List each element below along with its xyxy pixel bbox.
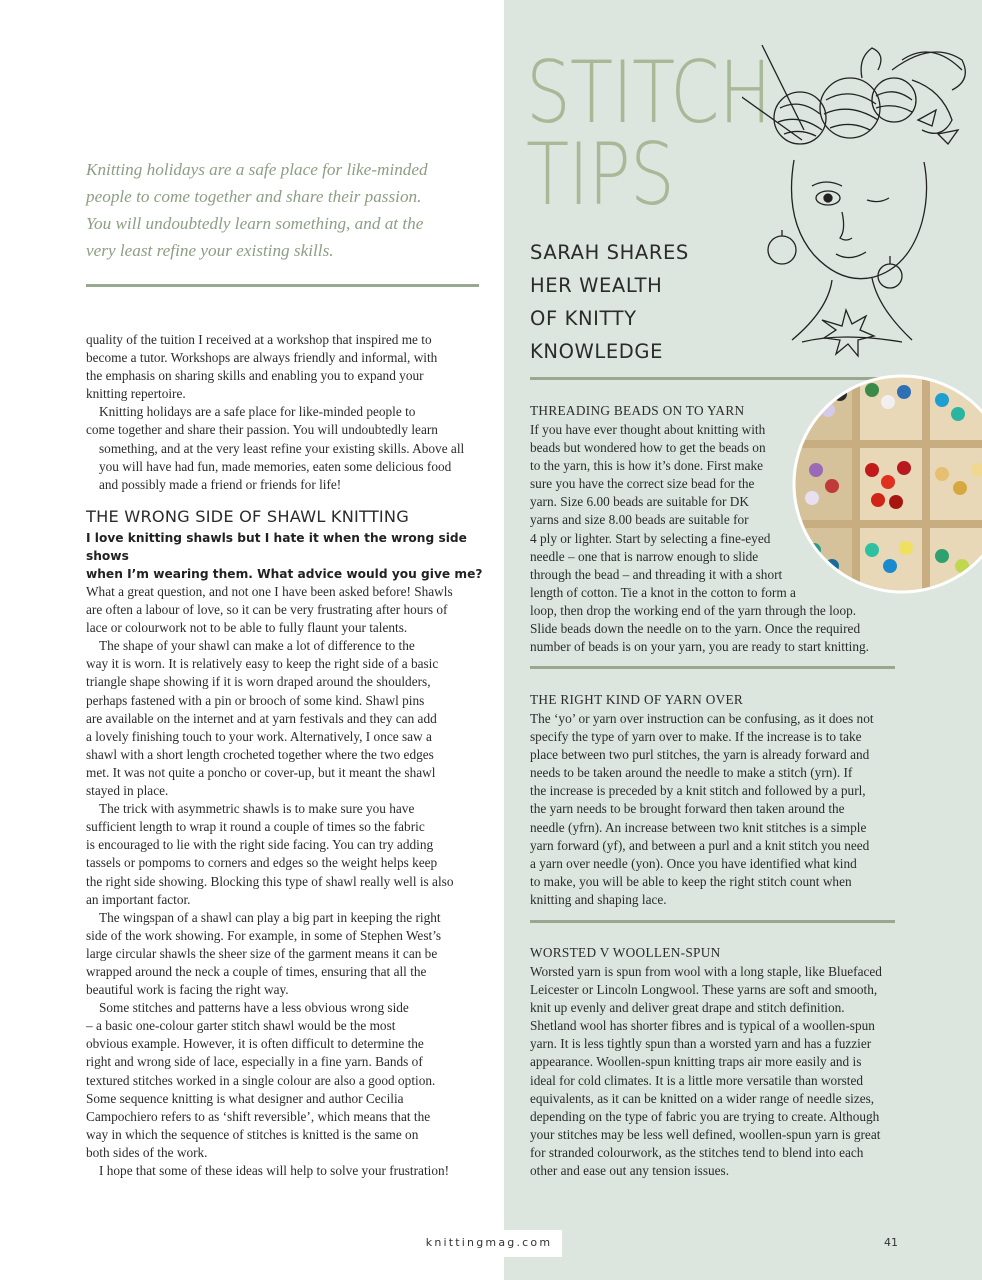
text-line: wrapped around the neck a couple of times, ensuring that all the [86, 963, 427, 979]
text-line: The ‘yo’ or yarn over instruction can be confusing, as it does not [530, 711, 874, 726]
text-line: is encouraged to lie with the right side facing. You can try adding [86, 837, 434, 853]
text-line: needle (yfrn). An increase between two knit stitches is a simple [530, 819, 867, 835]
text-line: yarn forward (yf), and between a purl and a knit stitch you need [530, 837, 870, 853]
text-line: If you have ever thought about knitting with [530, 422, 766, 437]
text-line: are often a labour of love, so it can be very frustrating after hours of [86, 602, 448, 618]
text-line: beads but wondered how to get the beads on [530, 440, 766, 456]
tip-body-beads [530, 421, 896, 656]
text-line: Worsted yarn is spun from wool with a long staple, like Bluefaced [530, 964, 882, 979]
text-line: 4 ply or lighter. Start by selecting a fine-eyed [530, 530, 771, 546]
section-divider [530, 666, 895, 669]
page-number: 41 [884, 1236, 898, 1249]
pull-quote [86, 156, 466, 264]
text-line: ideal for cold climates. It is a little more versatile than worsted [530, 1072, 864, 1088]
footer-url[interactable]: knittingmag.com [425, 1236, 553, 1249]
text-line: become a tutor. Workshops are always friendly and informal, with [86, 350, 438, 366]
text-line: yarns and size 8.00 beads are suitable for [530, 512, 749, 528]
paragraph [86, 909, 478, 999]
question-line: I love knitting shawls but I hate it when the wrong side shows [86, 531, 467, 563]
text-line: right and wrong side of lace, especially in a fine yarn. Bands of [86, 1054, 423, 1070]
text-line: way in which the sequence of stitches is knitted is the same on [86, 1126, 419, 1142]
paragraph [86, 1162, 478, 1180]
text-line: equivalents, as it can be knitted on a wider range of needle sizes, [530, 1090, 875, 1106]
text-line: a yarn over needle (yon). Once you have identified what kind [530, 855, 857, 871]
text-line: length of cotton. Tie a knot in the cotton to form a [530, 584, 796, 600]
text-line: appearance. Woollen-spun knitting traps air more easily and is [530, 1054, 862, 1070]
text-line: Slide beads down the needle on to the yarn. Once the required [530, 621, 861, 637]
text-line: – a basic one-colour garter stitch shawl would be the most [86, 1018, 396, 1034]
text-line: lace or colourwork not to be able to fully flaunt your talents. [86, 620, 408, 636]
text-line: come together and share their passion. You will undoubtedly learn [86, 422, 438, 438]
text-line: to the yarn, this is how it’s done. First make [530, 458, 764, 474]
intro-text [86, 331, 478, 494]
text-line: number of beads is on your yarn, you are ready to start knitting. [530, 639, 869, 655]
text-line: stayed in place. [86, 783, 169, 799]
text-line: your stitches may be less well defined, woollen-spun yarn is great [530, 1126, 881, 1142]
subtitle-line: KNOWLEDGE [530, 340, 664, 363]
text-line: the yarn needs to be brought forward then taken around the [530, 801, 845, 817]
tip-heading-yarn-over: THE RIGHT KIND OF YARN OVER [530, 692, 744, 707]
stitch-tips-subtitle [530, 236, 689, 368]
text-line: the emphasis on sharing skills and enabling you to expand your [86, 368, 424, 384]
section-title: THE WRONG SIDE OF SHAWL KNITTING [86, 507, 409, 526]
text-line: What a great question, and not one I have been asked before! Shawls [86, 584, 453, 599]
text-line: yarn. It is less tightly spun than a worsted yarn and has a fuzzier [530, 1036, 872, 1052]
question-line: when I’m wearing them. What advice would you give me? [86, 567, 483, 581]
text-line: Some sequence knitting is what designer and author Cecilia [86, 1090, 404, 1106]
stitch-tips-title [526, 43, 771, 225]
paragraph [86, 403, 478, 493]
text-line: Shetland wool has shorter fibres and is typical of a woollen-spun [530, 1018, 875, 1034]
text-line: beautiful work is facing the right way. [86, 982, 289, 998]
text-line: and possibly made a friend or friends for life! [99, 476, 342, 492]
text-line: you will have had fun, made memories, eaten some delicious food [99, 458, 452, 474]
text-line: Campochiero refers to as ‘shift reversible’, which means that the [86, 1108, 431, 1124]
subtitle-line: OF KNITTY [530, 307, 637, 330]
text-line: obvious example. However, it is often difficult to determine the [86, 1036, 424, 1052]
text-line: I hope that some of these ideas will help to solve your frustration! [99, 1163, 450, 1178]
text-line: the right side showing. Blocking this type of shawl really well is also [86, 873, 454, 889]
text-line: the increase is preceded by a knit stitch and followed by a purl, [530, 783, 866, 799]
text-line: perhaps fastened with a pin or brooch of some kind. Shawl pins [86, 692, 425, 708]
text-line: are available on the internet and at yarn festivals and they can add [86, 710, 437, 726]
text-line: an important factor. [86, 891, 191, 907]
pull-quote-line: You will undoubtedly learn something, and at the [86, 214, 424, 233]
text-line: Some stitches and patterns have a less obvious wrong side [99, 1000, 409, 1016]
tip-body-worsted [530, 963, 896, 1180]
knitter-woman-illustration [742, 30, 982, 390]
text-line: needle – one that is narrow enough to slide [530, 548, 759, 564]
text-line: sure you have the correct size bead for the [530, 476, 755, 492]
text-line: textured stitches worked in a single colour are also a good option. [86, 1072, 436, 1088]
text-line: Knitting holidays are a safe place for like-minded people to [99, 404, 416, 420]
paragraph [86, 999, 478, 1162]
text-line: both sides of the work. [86, 1144, 208, 1160]
text-line: something, and at the very least refine your existing skills. Above all [99, 440, 465, 456]
paragraph [86, 331, 478, 403]
text-line: met. It was not quite a poncho or cover-up, but it meant the shawl [86, 764, 436, 780]
tip-body-yarn-over [530, 710, 896, 909]
text-line: side of the work showing. For example, in some of Stephen West’s [86, 927, 442, 943]
text-line: knitting and shaping lace. [530, 891, 667, 907]
text-line: yarn. Size 6.00 beads are suitable for DK [530, 494, 749, 510]
text-line: shawl with a short length crocheted together where the two edges [86, 746, 434, 762]
paragraph [86, 800, 478, 909]
text-line: The wingspan of a shawl can play a big part in keeping the right [99, 909, 441, 925]
text-line: Leicester or Lincoln Longwool. These yarns are soft and smooth, [530, 982, 878, 998]
subtitle-line: HER WEALTH [530, 274, 663, 297]
text-line: depending on the type of fabric you are trying to create. Although [530, 1108, 880, 1124]
text-line: knitting repertoire. [86, 386, 186, 402]
reader-question [86, 529, 486, 583]
text-line: to make, you will be able to keep the right stitch count when [530, 873, 852, 889]
text-line: needs to be taken around the needle to make a stitch (yrn). If [530, 765, 853, 781]
text-line: The shape of your shawl can make a lot of difference to the [99, 638, 415, 654]
subtitle-line: SARAH SHARES [530, 241, 689, 264]
text-line: sufficient length to wrap it round a couple of times so the fabric [86, 819, 425, 835]
pull-quote-divider [86, 284, 479, 287]
text-line: a lovely finishing touch to your work. Alternatively, I once saw a [86, 728, 432, 744]
text-line: loop, then drop the working end of the yarn through the loop. [530, 602, 857, 618]
text-line: triangle shape showing if it is worn draped around the shoulders, [86, 674, 431, 690]
text-line: through the bead – and threading it with a short [530, 566, 783, 582]
text-line: The trick with asymmetric shawls is to make sure you have [99, 801, 415, 817]
text-line: way it is worn. It is relatively easy to keep the right side of a basic [86, 656, 439, 672]
title-line: STITCH [526, 43, 771, 143]
paragraph [86, 583, 478, 637]
tip-heading-beads: THREADING BEADS ON TO YARN [530, 403, 745, 418]
pull-quote-line: people to come together and share their passion. [86, 187, 422, 206]
text-line: other and ease out any tension issues. [530, 1163, 730, 1179]
pull-quote-line: very least refine your existing skills. [86, 241, 334, 260]
paragraph [86, 637, 478, 800]
pull-quote-line: Knitting holidays are a safe place for like-minded [86, 160, 428, 179]
text-line: quality of the tuition I received at a workshop that inspired me to [86, 332, 432, 347]
text-line: place between two purl stitches, the yarn is already forward and [530, 747, 870, 763]
text-line: specify the type of yarn over to make. If the increase is to take [530, 729, 862, 745]
title-line: TIPS [526, 125, 674, 225]
text-line: tassels or pompoms to corners and edges so the weight helps keep [86, 855, 438, 871]
text-line: large circular shawls the sheer size of the garment means it can be [86, 945, 438, 961]
answer-text [86, 583, 478, 1180]
text-line: knit up evenly and deliver great drape and stitch definition. [530, 1000, 845, 1016]
tip-heading-worsted: WORSTED V WOOLLEN-SPUN [530, 945, 721, 960]
section-divider [530, 920, 895, 923]
text-line: for stranded colourwork, as the stitches tend to blend into each [530, 1144, 864, 1160]
